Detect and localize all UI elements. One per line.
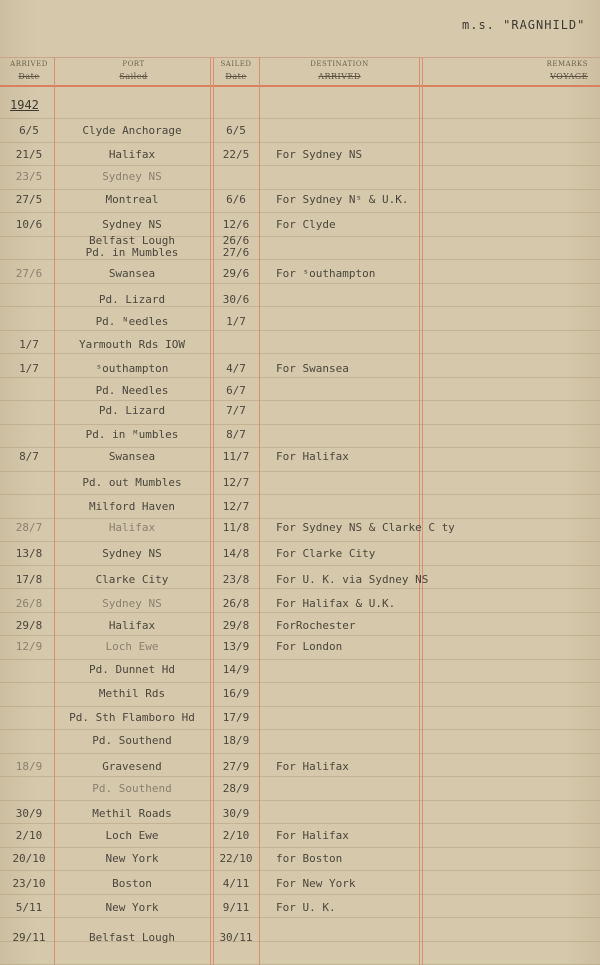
header-sailed-sub: Date: [225, 72, 247, 81]
row-sailed: 12/7: [222, 476, 250, 489]
ruled-line: [0, 659, 600, 660]
row-sailed: 11/8: [222, 521, 250, 534]
ruled-line: [0, 330, 600, 331]
row-port: Halifax: [108, 521, 156, 534]
ruled-line: [0, 283, 600, 284]
ruled-line: [0, 165, 600, 166]
row-port: Loch Ewe: [105, 640, 159, 653]
row-port: Pd. in ᴹumbles: [85, 428, 179, 441]
row-destination: For U. K. via Sydney NS: [276, 573, 429, 586]
row-sailed: 23/8: [222, 573, 250, 586]
ruled-line: [0, 377, 600, 378]
row-arrived: 28/7: [15, 521, 43, 534]
year-label: 1942: [10, 98, 39, 112]
ruled-line: [0, 259, 600, 260]
row-port: Montreal: [105, 193, 159, 206]
ruled-line: [0, 917, 600, 918]
row-arrived: 23/5: [15, 170, 43, 183]
row-sailed: 4/11: [222, 877, 250, 890]
header-arrived-sub: Date: [18, 72, 40, 81]
row-port: Methil Roads: [92, 807, 172, 820]
ruled-line: [0, 894, 600, 895]
header-port: [56, 60, 211, 81]
row-destination: For Clarke City: [276, 547, 376, 560]
row-sailed: 12/6: [222, 218, 250, 231]
row-sailed: 27/9: [222, 760, 250, 773]
row-arrived: 29/11: [12, 931, 46, 944]
row-port: Pd. Dunnet Hd: [88, 663, 176, 676]
row-arrived: 10/6: [15, 218, 43, 231]
row-sailed: 22/5: [222, 148, 250, 161]
row-port: Milford Haven: [88, 500, 176, 513]
row-sailed: 29/8: [222, 619, 250, 632]
header-remarks: [424, 60, 594, 81]
row-port: Pd. Lizard: [98, 404, 166, 417]
ruled-line: [0, 447, 600, 448]
row-port: Sydney NS: [102, 547, 162, 560]
row-sailed: 4/7: [226, 362, 246, 375]
row-sailed: 2/10: [222, 829, 250, 842]
ruled-line: [0, 142, 600, 143]
row-sailed: 14/9: [222, 663, 250, 676]
row-destination: For Halifax & U.K.: [276, 597, 396, 610]
row-port: Belfast Lough: [88, 931, 176, 944]
row-sailed: 30/9: [222, 807, 250, 820]
row-sailed: 6/5: [226, 124, 246, 137]
header-port-label: PORT: [122, 60, 145, 68]
ruled-line: [0, 870, 600, 871]
row-sailed: 7/7: [226, 404, 246, 417]
header-arrived-label: ARRIVED: [10, 60, 48, 68]
row-sailed: 1/7: [226, 315, 246, 328]
row-arrived: 30/9: [15, 807, 43, 820]
row-port: Loch Ewe: [105, 829, 159, 842]
row-destination: For Halifax: [276, 760, 349, 773]
row-destination: For Sydney NS: [276, 148, 363, 161]
row-sailed: 17/9: [222, 711, 250, 724]
row-destination: For New York: [276, 877, 356, 890]
row-port: Belfast Lough: [88, 234, 176, 247]
row-arrived: 27/5: [15, 193, 43, 206]
row-port: Pd. Lizard: [98, 293, 166, 306]
header-destination-sub: ARRIVED: [318, 72, 361, 81]
row-destination: For ˢouthampton: [276, 267, 376, 280]
row-sailed: 6/6: [226, 193, 246, 206]
ruled-line: [0, 682, 600, 683]
header-arrived: [4, 60, 54, 81]
row-destination: For London: [276, 640, 343, 653]
row-sailed: 8/7: [226, 428, 246, 441]
row-port: Gravesend: [102, 760, 162, 773]
ruled-line: [0, 635, 600, 636]
row-sailed: 11/7: [222, 450, 250, 463]
row-port: Clyde Anchorage: [82, 124, 182, 137]
row-destination: ForRochester: [276, 619, 356, 632]
ruled-line: [0, 424, 600, 425]
ruled-line: [0, 565, 600, 566]
ruled-line: [0, 353, 600, 354]
row-port: Sydney NS: [102, 170, 162, 183]
ruled-line: [0, 118, 600, 119]
ruled-line: [0, 212, 600, 213]
row-arrived: 8/7: [19, 450, 39, 463]
row-port: Sydney NS: [102, 597, 162, 610]
header-destination-label: DESTINATION: [310, 60, 369, 68]
ruled-line: [0, 541, 600, 542]
row-port: ˢouthampton: [95, 362, 169, 375]
ruled-line: [0, 729, 600, 730]
header-destination: [262, 60, 417, 81]
row-arrived: 13/8: [15, 547, 43, 560]
row-sailed: 12/7: [222, 500, 250, 513]
row-sailed: 29/6: [222, 267, 250, 280]
header-remarks-sub: VOYAGE: [550, 72, 588, 81]
ruled-line: [0, 800, 600, 801]
ruled-line: [0, 776, 600, 777]
row-port: Sydney NS: [102, 218, 162, 231]
row-destination: For Sydney NS & Clarke C ty: [276, 521, 455, 534]
row-destination: For Clyde: [276, 218, 336, 231]
row-arrived: 23/10: [12, 877, 46, 890]
ruled-line: [0, 706, 600, 707]
ruled-line: [0, 306, 600, 307]
row-port: Pd. out Mumbles: [82, 476, 182, 489]
row-sailed: 26/6: [222, 234, 250, 247]
row-arrived: 1/7: [19, 338, 39, 351]
ship-title: m.s. "RAGNHILD": [462, 18, 586, 32]
row-port: Clarke City: [95, 573, 169, 586]
row-destination: For U. K.: [276, 901, 336, 914]
header-rule-bottom: [0, 85, 600, 87]
row-destination: For Sydney Nˢ & U.K.: [276, 193, 409, 206]
ruled-line: [0, 494, 600, 495]
ruled-line: [0, 753, 600, 754]
ruled-line: [0, 518, 600, 519]
row-port: Halifax: [108, 619, 156, 632]
ruled-line: [0, 400, 600, 401]
row-sailed: 16/9: [222, 687, 250, 700]
row-port: Pd. Southend: [92, 782, 172, 795]
header-sailed-label: SAILED: [220, 60, 252, 68]
ruled-line: [0, 847, 600, 848]
row-port: Pd. ᴺeedles: [95, 315, 169, 328]
row-port: Boston: [112, 877, 152, 890]
row-arrived: 17/8: [15, 573, 43, 586]
row-arrived: 1/7: [19, 362, 39, 375]
row-port: Swansea: [108, 450, 156, 463]
row-arrived: 5/11: [15, 901, 43, 914]
row-arrived: 18/9: [15, 760, 43, 773]
row-sailed: 26/8: [222, 597, 250, 610]
row-arrived: 6/5: [19, 124, 39, 137]
row-sailed: 18/9: [222, 734, 250, 747]
ruled-line: [0, 823, 600, 824]
row-sailed: 28/9: [222, 782, 250, 795]
row-port: Pd. in Mumbles: [85, 246, 179, 259]
column-divider: [54, 57, 55, 965]
row-port: New York: [105, 852, 159, 865]
ruled-line: [0, 471, 600, 472]
row-arrived: 27/6: [15, 267, 43, 280]
row-port: Methil Rds: [98, 687, 166, 700]
row-port: Pd. Southend: [92, 734, 172, 747]
row-port: Swansea: [108, 267, 156, 280]
row-sailed: 30/11: [219, 931, 253, 944]
row-arrived: 2/10: [15, 829, 43, 842]
row-port: New York: [105, 901, 159, 914]
header-rule-top: [0, 57, 600, 58]
row-sailed: 14/8: [222, 547, 250, 560]
row-port: Yarmouth Rds IOW: [79, 338, 185, 351]
row-arrived: 26/8: [15, 597, 43, 610]
row-sailed: 9/11: [222, 901, 250, 914]
ruled-line: [0, 189, 600, 190]
row-arrived: 21/5: [15, 148, 43, 161]
row-sailed: 30/6: [222, 293, 250, 306]
column-divider: [259, 57, 260, 965]
row-port: Pd. Needles: [95, 384, 169, 397]
ruled-line: [0, 612, 600, 613]
row-destination: For Swansea: [276, 362, 349, 375]
row-destination: for Boston: [276, 852, 343, 865]
row-arrived: 29/8: [15, 619, 43, 632]
row-sailed: 27/6: [222, 246, 250, 259]
row-sailed: 6/7: [226, 384, 246, 397]
row-sailed: 13/9: [222, 640, 250, 653]
header-sailed: [214, 60, 258, 81]
header-remarks-label: REMARKS: [546, 60, 588, 68]
row-destination: For Halifax: [276, 829, 349, 842]
row-arrived: 20/10: [12, 852, 46, 865]
row-destination: For Halifax: [276, 450, 349, 463]
row-sailed: 22/10: [219, 852, 253, 865]
header-port-sub: Sailed: [119, 72, 148, 81]
row-arrived: 12/9: [15, 640, 43, 653]
row-port: Halifax: [108, 148, 156, 161]
ruled-line: [0, 588, 600, 589]
row-port: Pd. Sth Flamboro Hd: [69, 711, 195, 724]
